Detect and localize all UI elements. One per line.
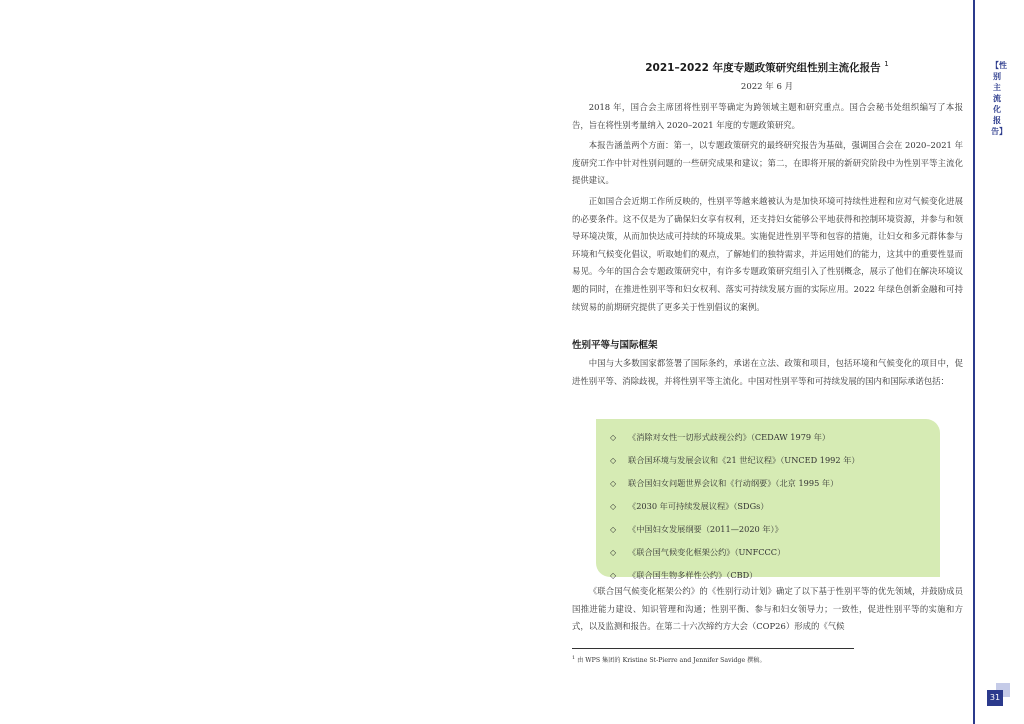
intro-paragraph: 本报告涵盖两个方面：第一，以专题政策研究的最终研究报告为基础，强调国合会在 2020–2021 年度研究工作中针对性别问题的一些研究成果和建议；第二，在即将开展的新研究阶段中为性别平等主流化提供建议。 <box>572 140 963 186</box>
section-tab: 【性别主流化报告】 <box>991 61 1007 136</box>
section-heading: 性别平等与国际框架 <box>572 340 658 351</box>
section-body <box>572 355 963 393</box>
diamond-bullet-icon: ◇ <box>610 479 617 488</box>
closing-paragraph: 《联合国气候变化框架公约》的《性别行动计划》确定了以下基于性别平等的优先领域，并鼓励成员国推进能力建设、知识管理和沟通；性别平衡、参与和妇女领导力；一致性，促进性别平等的实施和方式，以及监测和报告。在第二十六次缔约方大会（COP26）形成的《气候 <box>572 586 963 632</box>
intro-section <box>572 99 963 319</box>
title-footnote-mark: 1 <box>884 60 889 68</box>
commitment-item: ◇ 《2030 年可持续发展议程》（SDGs） <box>610 495 940 518</box>
section-paragraph: 中国与大多数国家都签署了国际条约，承诺在立法、政策和项目，包括环境和气候变化的项目中，促进性别平等、消除歧视，并将性别平等主流化。中国对性别平等和可持续发展的国内和国际承诺包括： <box>572 358 963 386</box>
diamond-bullet-icon: ◇ <box>610 571 617 580</box>
page-number: 31 <box>987 690 1003 706</box>
footnote-text: 由 WPS 集团的 Kristine St-Pierre and Jennifer Savidge 撰稿。 <box>577 657 766 665</box>
report-title-text: 2021–2022 年度专题政策研究组性别主流化报告 <box>645 62 881 74</box>
commitment-item: ◇ 《联合国生物多样性公约》（CBD） <box>610 564 940 587</box>
diamond-bullet-icon: ◇ <box>610 502 617 511</box>
footnote-mark: 1 <box>572 655 576 661</box>
page-edge-rule <box>973 0 975 724</box>
intro-paragraph: 2018 年，国合会主席团将性别平等确定为跨领域主题和研究重点。国合会秘书处组织编写了本报告，旨在将性别考量纳入 2020–2021 年度的专题政策研究。 <box>572 102 963 130</box>
commitment-item: ◇ 《中国妇女发展纲要（2011—2020 年）》 <box>610 518 940 541</box>
intro-paragraph: 正如国合会近期工作所反映的，性别平等越来越被认为是加快环境可持续性进程和应对气候变化进展的必要条件。这不仅是为了确保妇女享有权利，还支持妇女能够公平地获得和控制环境资源，并参与和领导环境决策，从而加快达成可持续的环境成果。实施促进性别平等和包容的措施，让妇女和多元群体参与环境和气候变化倡议，听取她们的观点，了解她们的独特需求，并运用她们的能力，这其中的重要性显而易见。今年的国合会专题政策研究中，有许多专题政策研究组引入了性别概念，展示了他们在解决环境议题的同时，在推进性别平等和妇女权利、落实可持续发展方面的实际应用。2022 年绿色创新金融和可持续贸易的前期研究提供了更多关于性别倡议的案例。 <box>572 195 963 312</box>
commitment-item: ◇ 联合国妇女问题世界会议和《行动纲要》（北京 1995 年） <box>610 472 940 495</box>
report-date: 2022 年 6 月 <box>740 82 794 92</box>
diamond-bullet-icon: ◇ <box>610 548 617 557</box>
diamond-bullet-icon: ◇ <box>610 433 617 442</box>
commitments-box <box>596 419 940 580</box>
diamond-bullet-icon: ◇ <box>610 456 617 465</box>
footnote <box>572 655 766 664</box>
commitments-list <box>596 419 940 587</box>
commitment-item: ◇ 联合国环境与发展会议和《21 世纪议程》（UNCED 1992 年） <box>610 449 940 472</box>
diamond-bullet-icon: ◇ <box>610 525 617 534</box>
footnote-divider <box>572 648 854 649</box>
commitment-item: ◇ 《联合国气候变化框架公约》（UNFCCC） <box>610 541 940 564</box>
closing-section <box>572 583 963 639</box>
report-title <box>572 60 962 75</box>
commitment-item: ◇ 《消除对女性一切形式歧视公约》（CEDAW 1979 年） <box>610 426 940 449</box>
